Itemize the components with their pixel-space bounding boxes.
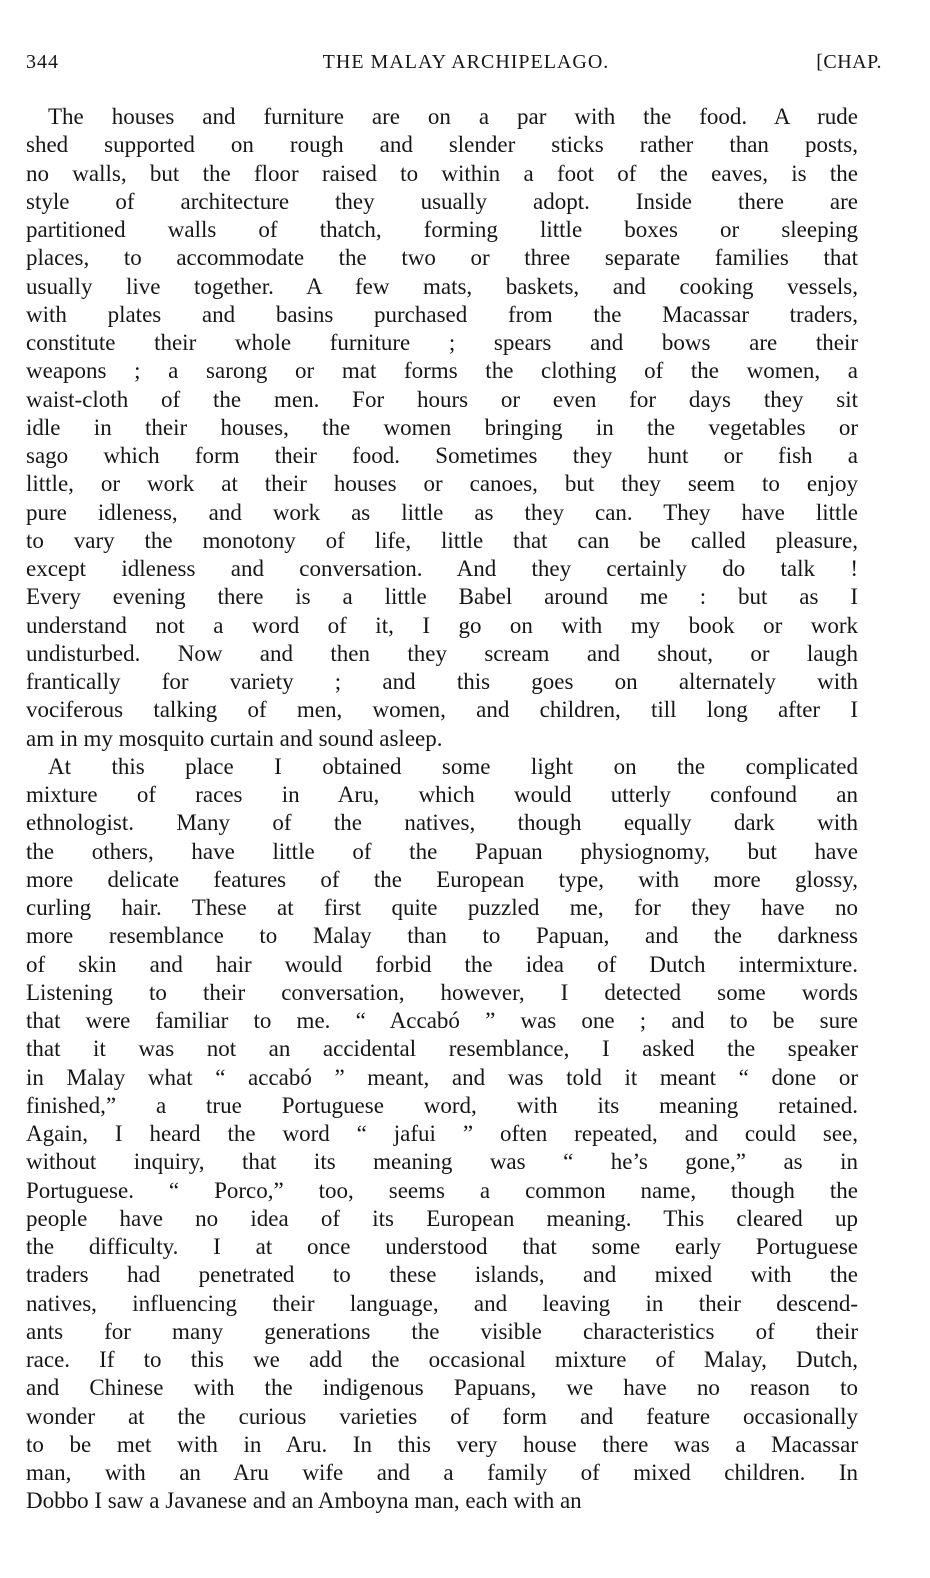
- text-line: At this place I obtained some light on the complicated: [48, 753, 858, 779]
- text-line: Listening to their conversation, however, I detected some words: [26, 979, 858, 1005]
- page-number: 344: [26, 51, 59, 73]
- text-line: style of architecture they usually adopt. Inside there are: [26, 188, 858, 214]
- text-line: understand not a word of it, I go on with my book or work: [26, 612, 858, 638]
- text-line: ethnologist. Many of the natives, though equally dark with: [26, 810, 858, 836]
- text-line: that were familiar to me. “ Accabó ” was one ; and to be sure: [26, 1008, 858, 1033]
- text-line: race. If to this we add the occasional mixture of Malay, Dutch,: [26, 1347, 858, 1372]
- text-line: Again, I heard the word “ jafui ” often repeated, and could see,: [26, 1121, 858, 1146]
- text-line: constitute their whole furniture ; spears and bows are their: [26, 330, 858, 355]
- text-line: sago which form their food. Sometimes they hunt or fish a: [26, 443, 858, 468]
- text-line: Portuguese. “ Porco,” too, seems a common name, though the: [26, 1177, 858, 1203]
- paragraph-races: [26, 753, 858, 1516]
- text-line: little, or work at their houses or canoes, but they seem to enjoy: [26, 471, 858, 497]
- text-line: vociferous talking of men, women, and children, till long after I: [26, 697, 858, 723]
- text-line: with plates and basins purchased from the Macassar traders,: [26, 301, 858, 327]
- text-line: people have no idea of its European meaning. This cleared up: [26, 1205, 858, 1231]
- text-line: in Malay what “ accabó ” meant, and was told it meant “ done or: [26, 1064, 858, 1090]
- text-line: wonder at the curious varieties of form and feature occasionally: [26, 1403, 858, 1429]
- running-head: [26, 50, 882, 78]
- text-line: Every evening there is a little Babel around me : but as I: [26, 584, 858, 610]
- text-line: the difficulty. I at once understood that some early Portuguese: [26, 1234, 858, 1259]
- text-line: and Chinese with the indigenous Papuans, we have no reason to: [26, 1375, 858, 1401]
- text-line: The houses and furniture are on a par with the food. A rude: [48, 104, 858, 129]
- book-title: THE MALAY ARCHIPELAGO.: [322, 51, 610, 73]
- text-line: shed supported on rough and slender sticks rather than posts,: [26, 132, 858, 158]
- paragraph-houses: [26, 103, 858, 753]
- text-line: finished,” a true Portuguese word, with its meaning retained.: [26, 1092, 858, 1118]
- text-line: natives, influencing their language, and leaving in their descend-: [26, 1290, 858, 1316]
- text-line: places, to accommodate the two or three separate families that: [26, 245, 858, 271]
- text-line: man, with an Aru wife and a family of mixed children. In: [26, 1460, 858, 1485]
- chapter-mark: [CHAP.: [816, 51, 882, 73]
- text-line: pure idleness, and work as little as they can. They have little: [26, 499, 858, 525]
- text-line: the others, have little of the Papuan physiognomy, but have: [26, 838, 858, 864]
- text-line: no walls, but the floor raised to within a foot of the eaves, is the: [26, 160, 858, 186]
- text-line: that it was not an accidental resemblance, I asked the speaker: [26, 1036, 858, 1062]
- text-line: to be met with in Aru. In this very house there was a Macassar: [26, 1431, 858, 1457]
- text-line: ants for many generations the visible characteristics of their: [26, 1318, 858, 1344]
- text-line: traders had penetrated to these islands, and mixed with the: [26, 1262, 858, 1288]
- text-line: frantically for variety ; and this goes on alternately with: [26, 669, 858, 694]
- text-line: idle in their houses, the women bringing in the vegetables or: [26, 414, 858, 440]
- text-line: more resemblance to Malay than to Papuan, and the darkness: [26, 923, 858, 949]
- text-line: curling hair. These at first quite puzzled me, for they have no: [26, 895, 858, 920]
- text-line: waist-cloth of the men. For hours or even for days they sit: [26, 386, 858, 412]
- text-line: Dobbo I saw a Javanese and an Amboyna man, each with an: [26, 1488, 582, 1514]
- text-line: partitioned walls of thatch, forming little boxes or sleeping: [26, 217, 858, 242]
- text-line: undisturbed. Now and then they scream and shout, or laugh: [26, 640, 858, 666]
- text-line: am in my mosquito curtain and sound asleep.: [26, 725, 443, 751]
- text-line: weapons ; a sarong or mat forms the clothing of the women, a: [26, 358, 858, 384]
- body-text: [26, 103, 858, 1516]
- text-line: mixture of races in Aru, which would utterly confound an: [26, 782, 858, 807]
- text-line: usually live together. A few mats, baskets, and cooking vessels,: [26, 273, 858, 299]
- text-line: without inquiry, that its meaning was “ he’s gone,” as in: [26, 1149, 858, 1175]
- text-line: to vary the monotony of life, little that can be called pleasure,: [26, 527, 858, 553]
- text-line: except idleness and conversation. And they certainly do talk !: [26, 556, 858, 581]
- text-line: of skin and hair would forbid the idea of Dutch intermixture.: [26, 951, 858, 977]
- text-line: more delicate features of the European type, with more glossy,: [26, 866, 858, 892]
